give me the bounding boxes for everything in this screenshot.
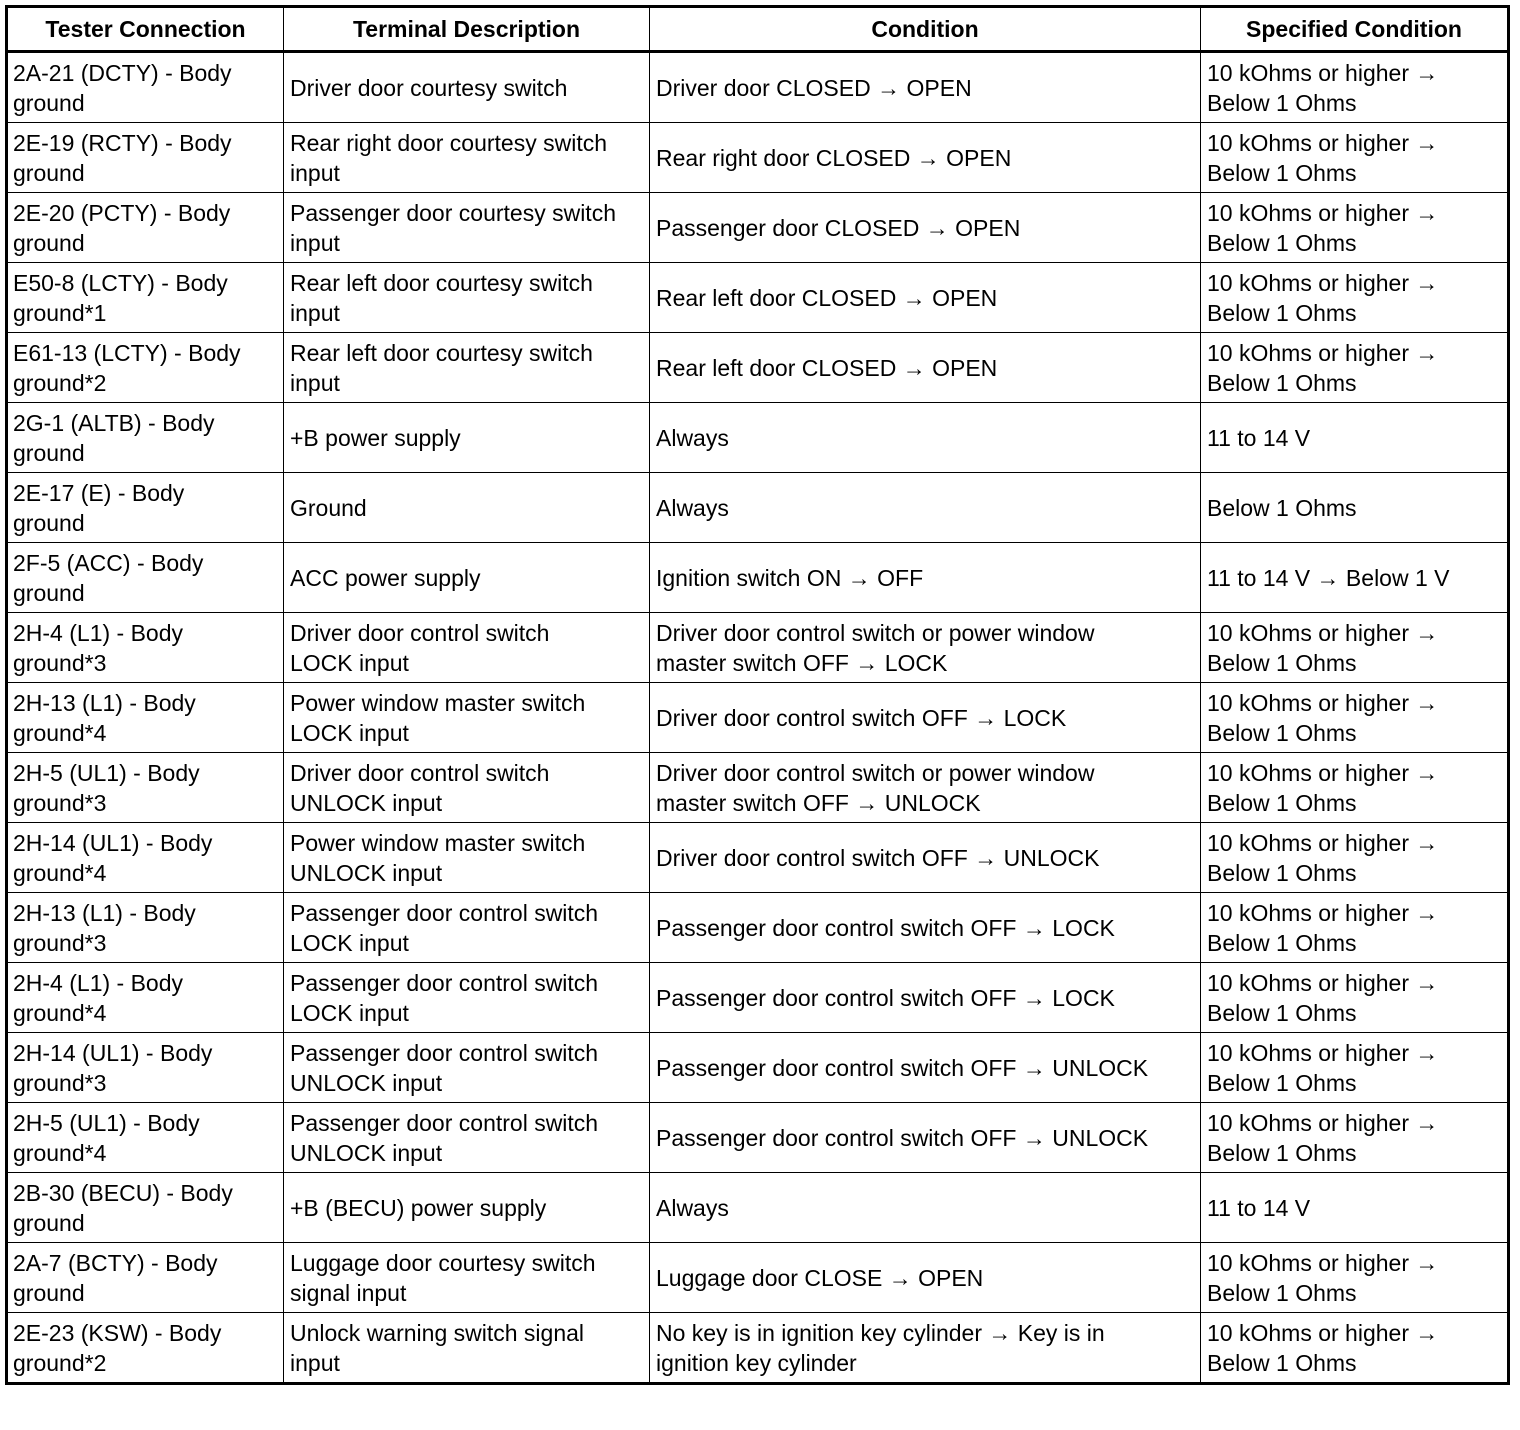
condition-cell: Passenger door control switch OFF → LOCK: [650, 963, 1201, 1033]
terminal-description-cell: Passenger door courtesy switch input: [284, 193, 650, 263]
terminal-description-cell: Driver door courtesy switch: [284, 52, 650, 123]
tester-connection-cell: 2E-19 (RCTY) - Body ground: [7, 123, 284, 193]
table-body: [7, 52, 1509, 1384]
table-row: [7, 1103, 1509, 1173]
header-terminal-description: Terminal Description: [284, 7, 650, 52]
specified-condition-cell: Below 1 Ohms: [1201, 473, 1509, 543]
terminal-inspection-table: [5, 5, 1510, 1385]
tester-connection-cell: 2H-5 (UL1) - Body ground*3: [7, 753, 284, 823]
specified-condition-cell: 10 kOhms or higher → Below 1 Ohms: [1201, 683, 1509, 753]
terminal-description-cell: Driver door control switch UNLOCK input: [284, 753, 650, 823]
terminal-description-cell: Passenger door control switch LOCK input: [284, 893, 650, 963]
terminal-description-cell: Passenger door control switch UNLOCK input: [284, 1103, 650, 1173]
tester-connection-cell: 2E-17 (E) - Body ground: [7, 473, 284, 543]
table-row: [7, 683, 1509, 753]
specified-condition-cell: 10 kOhms or higher → Below 1 Ohms: [1201, 333, 1509, 403]
terminal-description-cell: ACC power supply: [284, 543, 650, 613]
specified-condition-cell: 10 kOhms or higher → Below 1 Ohms: [1201, 52, 1509, 123]
tester-connection-cell: 2A-7 (BCTY) - Body ground: [7, 1243, 284, 1313]
condition-cell: Passenger door control switch OFF → LOCK: [650, 893, 1201, 963]
specified-condition-cell: 10 kOhms or higher → Below 1 Ohms: [1201, 963, 1509, 1033]
condition-cell: Always: [650, 403, 1201, 473]
header-tester-connection: Tester Connection: [7, 7, 284, 52]
table-row: [7, 893, 1509, 963]
table-row: [7, 1033, 1509, 1103]
specified-condition-cell: 10 kOhms or higher → Below 1 Ohms: [1201, 1243, 1509, 1313]
tester-connection-cell: 2F-5 (ACC) - Body ground: [7, 543, 284, 613]
tester-connection-cell: E50-8 (LCTY) - Body ground*1: [7, 263, 284, 333]
terminal-description-cell: Passenger door control switch LOCK input: [284, 963, 650, 1033]
condition-cell: No key is in ignition key cylinder → Key is in ignition key cylinder: [650, 1313, 1201, 1384]
terminal-description-cell: +B (BECU) power supply: [284, 1173, 650, 1243]
specified-condition-cell: 10 kOhms or higher → Below 1 Ohms: [1201, 753, 1509, 823]
table-row: [7, 193, 1509, 263]
table-row: [7, 403, 1509, 473]
terminal-description-cell: Unlock warning switch signal input: [284, 1313, 650, 1384]
specified-condition-cell: 10 kOhms or higher → Below 1 Ohms: [1201, 823, 1509, 893]
table-row: [7, 263, 1509, 333]
terminal-description-cell: Power window master switch LOCK input: [284, 683, 650, 753]
tester-connection-cell: 2E-23 (KSW) - Body ground*2: [7, 1313, 284, 1384]
table-row: [7, 52, 1509, 123]
tester-connection-cell: 2A-21 (DCTY) - Body ground: [7, 52, 284, 123]
specified-condition-cell: 10 kOhms or higher → Below 1 Ohms: [1201, 263, 1509, 333]
tester-connection-cell: 2B-30 (BECU) - Body ground: [7, 1173, 284, 1243]
specified-condition-cell: 10 kOhms or higher → Below 1 Ohms: [1201, 1103, 1509, 1173]
terminal-description-cell: Passenger door control switch UNLOCK input: [284, 1033, 650, 1103]
specified-condition-cell: 10 kOhms or higher → Below 1 Ohms: [1201, 193, 1509, 263]
condition-cell: Passenger door control switch OFF → UNLOCK: [650, 1103, 1201, 1173]
header-specified-condition: Specified Condition: [1201, 7, 1509, 52]
tester-connection-cell: 2H-4 (L1) - Body ground*4: [7, 963, 284, 1033]
table-row: [7, 963, 1509, 1033]
condition-cell: Always: [650, 1173, 1201, 1243]
table-row: [7, 823, 1509, 893]
header-row: [7, 7, 1509, 52]
condition-cell: Ignition switch ON → OFF: [650, 543, 1201, 613]
tester-connection-cell: E61-13 (LCTY) - Body ground*2: [7, 333, 284, 403]
table-row: [7, 1173, 1509, 1243]
specified-condition-cell: 11 to 14 V: [1201, 1173, 1509, 1243]
tester-connection-cell: 2H-14 (UL1) - Body ground*4: [7, 823, 284, 893]
terminal-description-cell: Rear left door courtesy switch input: [284, 333, 650, 403]
terminal-description-cell: Rear right door courtesy switch input: [284, 123, 650, 193]
terminal-description-cell: Luggage door courtesy switch signal input: [284, 1243, 650, 1313]
tester-connection-cell: 2G-1 (ALTB) - Body ground: [7, 403, 284, 473]
terminal-description-cell: +B power supply: [284, 403, 650, 473]
specified-condition-cell: 10 kOhms or higher → Below 1 Ohms: [1201, 893, 1509, 963]
tester-connection-cell: 2H-14 (UL1) - Body ground*3: [7, 1033, 284, 1103]
condition-cell: Driver door control switch or power window master switch OFF → LOCK: [650, 613, 1201, 683]
condition-cell: Driver door control switch OFF → UNLOCK: [650, 823, 1201, 893]
terminal-description-cell: Rear left door courtesy switch input: [284, 263, 650, 333]
table-row: [7, 753, 1509, 823]
tester-connection-cell: 2H-4 (L1) - Body ground*3: [7, 613, 284, 683]
specified-condition-cell: 11 to 14 V: [1201, 403, 1509, 473]
specified-condition-cell: 10 kOhms or higher → Below 1 Ohms: [1201, 123, 1509, 193]
table-row: [7, 333, 1509, 403]
table-row: [7, 613, 1509, 683]
terminal-description-cell: Driver door control switch LOCK input: [284, 613, 650, 683]
tester-connection-cell: 2H-13 (L1) - Body ground*3: [7, 893, 284, 963]
condition-cell: Driver door CLOSED → OPEN: [650, 52, 1201, 123]
condition-cell: Passenger door control switch OFF → UNLOCK: [650, 1033, 1201, 1103]
condition-cell: Luggage door CLOSE → OPEN: [650, 1243, 1201, 1313]
table-row: [7, 1313, 1509, 1384]
condition-cell: Always: [650, 473, 1201, 543]
terminal-description-cell: Power window master switch UNLOCK input: [284, 823, 650, 893]
header-condition: Condition: [650, 7, 1201, 52]
terminal-description-cell: Ground: [284, 473, 650, 543]
condition-cell: Passenger door CLOSED → OPEN: [650, 193, 1201, 263]
table-row: [7, 543, 1509, 613]
tester-connection-cell: 2H-5 (UL1) - Body ground*4: [7, 1103, 284, 1173]
tester-connection-cell: 2H-13 (L1) - Body ground*4: [7, 683, 284, 753]
table-row: [7, 1243, 1509, 1313]
specified-condition-cell: 10 kOhms or higher → Below 1 Ohms: [1201, 613, 1509, 683]
specified-condition-cell: 10 kOhms or higher → Below 1 Ohms: [1201, 1033, 1509, 1103]
specified-condition-cell: 10 kOhms or higher → Below 1 Ohms: [1201, 1313, 1509, 1384]
condition-cell: Rear left door CLOSED → OPEN: [650, 333, 1201, 403]
condition-cell: Driver door control switch or power window master switch OFF → UNLOCK: [650, 753, 1201, 823]
table-row: [7, 473, 1509, 543]
specified-condition-cell: 11 to 14 V → Below 1 V: [1201, 543, 1509, 613]
tester-connection-cell: 2E-20 (PCTY) - Body ground: [7, 193, 284, 263]
table-row: [7, 123, 1509, 193]
condition-cell: Driver door control switch OFF → LOCK: [650, 683, 1201, 753]
condition-cell: Rear left door CLOSED → OPEN: [650, 263, 1201, 333]
condition-cell: Rear right door CLOSED → OPEN: [650, 123, 1201, 193]
